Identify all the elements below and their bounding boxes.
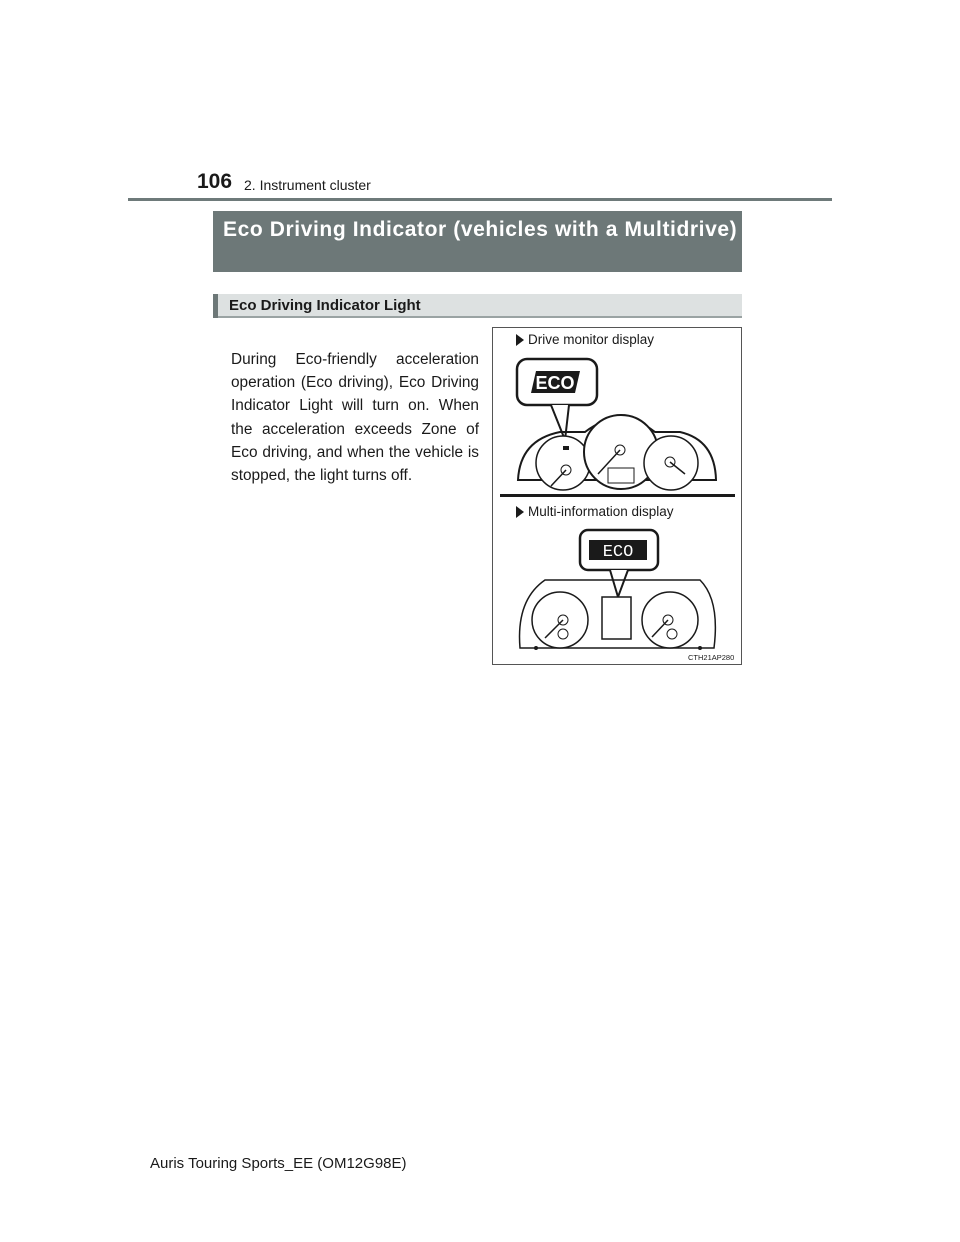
eco-badge-multi-text: ECO: [602, 543, 634, 562]
eco-badge-text: ECO: [535, 373, 575, 393]
callout-pointer-multi: [610, 570, 628, 597]
drive-monitor-caption-text: Drive monitor display: [528, 332, 655, 347]
right-gauge-sub-hub: [667, 629, 677, 639]
multi-info-screen: [602, 597, 631, 639]
section-title: Eco Driving Indicator (vehicles with a Multidrive): [213, 211, 742, 272]
cluster-marker: [534, 646, 538, 650]
chapter-title: 2. Instrument cluster: [244, 177, 371, 193]
body-paragraph: During Eco-friendly acceleration operation (Eco driving), Eco Driving Indicator Light will turn on. When the acceleration exceeds Zone of Eco driving, and when the vehicle is stopped, the light turns off.: [231, 351, 479, 485]
page-number: 106: [197, 170, 233, 193]
footer-text: Auris Touring Sports_EE (OM12G98E): [150, 1155, 407, 1172]
multi-info-caption-text: Multi-information display: [528, 504, 674, 519]
left-gauge-sub-hub: [558, 629, 568, 639]
figure-code: CTH21AP280: [688, 653, 735, 662]
subsection-title: Eco Driving Indicator Light: [229, 297, 421, 314]
cluster-marker: [698, 646, 702, 650]
